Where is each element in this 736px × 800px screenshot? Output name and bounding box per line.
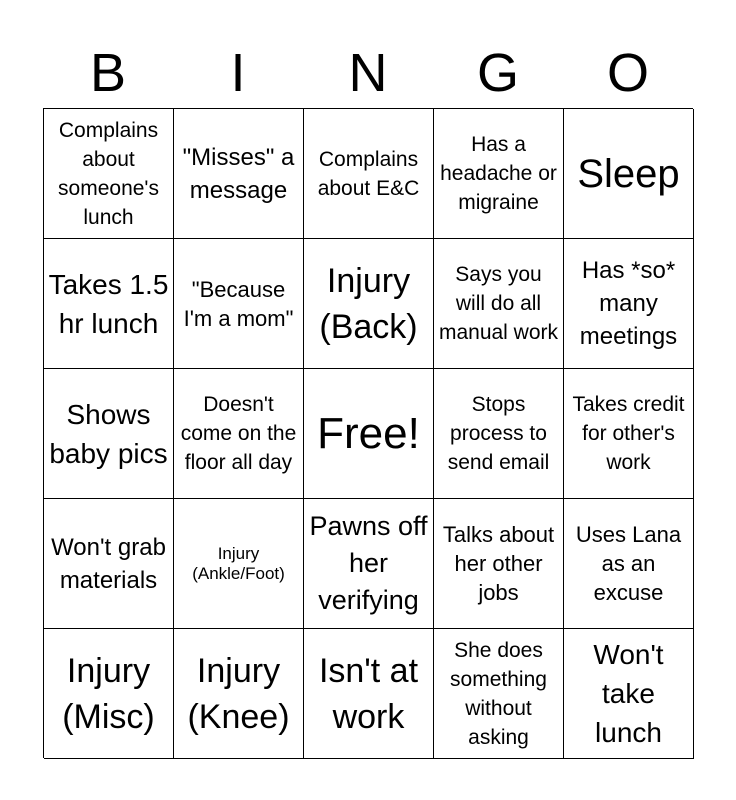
bingo-cell-1-1[interactable] xyxy=(44,109,174,239)
cell-text: Pawns off her verifying xyxy=(309,511,428,615)
bingo-cell-4-5[interactable] xyxy=(564,499,694,629)
cell-text: Talks about her other jobs xyxy=(442,522,555,605)
cell-text: Doesn't come on the floor all day xyxy=(180,393,297,474)
bingo-cell-5-5[interactable] xyxy=(564,629,694,759)
cell-text: Takes 1.5 hr lunch xyxy=(48,268,169,339)
bingo-cell-3-4[interactable] xyxy=(434,369,564,499)
cell-text: Isn't at work xyxy=(318,651,419,736)
cell-text: Injury (Back) xyxy=(319,261,418,346)
header-letter-o: O xyxy=(606,43,649,103)
cell-text: She does something without asking xyxy=(450,638,547,749)
cell-text: "Because I'm a mom" xyxy=(183,276,294,331)
bingo-cell-5-1[interactable] xyxy=(44,629,174,759)
bingo-cell-2-3[interactable] xyxy=(304,239,434,369)
bingo-cell-2-2[interactable] xyxy=(174,239,304,369)
cell-text: Says you will do all manual work xyxy=(438,263,559,344)
header-letter-b: B xyxy=(89,43,127,103)
bingo-cell-3-2[interactable] xyxy=(174,369,304,499)
bingo-cell-1-4[interactable] xyxy=(434,109,564,239)
cell-text: Injury (Misc) xyxy=(62,651,155,736)
bingo-cell-5-3[interactable] xyxy=(304,629,434,759)
header-letter-i: I xyxy=(230,43,246,103)
header-letter-n: N xyxy=(348,43,388,103)
bingo-cell-2-5[interactable] xyxy=(564,239,694,369)
cell-text: Shows baby pics xyxy=(49,398,168,469)
cell-text: Injury (Ankle/Foot) xyxy=(192,543,285,583)
bingo-cell-5-2[interactable] xyxy=(174,629,304,759)
cell-text: Stops process to send email xyxy=(447,393,550,474)
cell-text: Won't grab materials xyxy=(51,533,166,594)
bingo-cell-3-5[interactable] xyxy=(564,369,694,499)
bingo-cell-1-2[interactable] xyxy=(174,109,304,239)
cell-text: Uses Lana as an excuse xyxy=(575,522,682,605)
bingo-cell-2-4[interactable] xyxy=(434,239,564,369)
bingo-cell-1-3[interactable] xyxy=(304,109,434,239)
bingo-grid xyxy=(43,108,693,758)
cell-text: Has a headache or migraine xyxy=(440,133,557,214)
cell-text: Won't take lunch xyxy=(593,639,664,748)
cell-text: Has *so* many meetings xyxy=(579,257,678,350)
bingo-cell-1-5[interactable] xyxy=(564,109,694,239)
free-space-text: Free! xyxy=(317,408,420,458)
bingo-cell-3-1[interactable] xyxy=(44,369,174,499)
cell-text: Sleep xyxy=(577,151,680,196)
cell-text: Injury (Knee) xyxy=(187,651,290,736)
bingo-header xyxy=(43,38,693,108)
bingo-cell-3-3-free[interactable] xyxy=(304,369,434,499)
header-letter-g: G xyxy=(476,43,519,103)
bingo-cell-4-2[interactable] xyxy=(174,499,304,629)
cell-text: Complains about someone's lunch xyxy=(58,118,159,229)
bingo-cell-4-1[interactable] xyxy=(44,499,174,629)
bingo-cell-5-4[interactable] xyxy=(434,629,564,759)
cell-text: Takes credit for other's work xyxy=(572,393,685,474)
bingo-cell-4-4[interactable] xyxy=(434,499,564,629)
bingo-cell-2-1[interactable] xyxy=(44,239,174,369)
cell-text: Complains about E&C xyxy=(317,147,420,200)
bingo-cell-4-3[interactable] xyxy=(304,499,434,629)
cell-text: "Misses" a message xyxy=(182,143,295,204)
